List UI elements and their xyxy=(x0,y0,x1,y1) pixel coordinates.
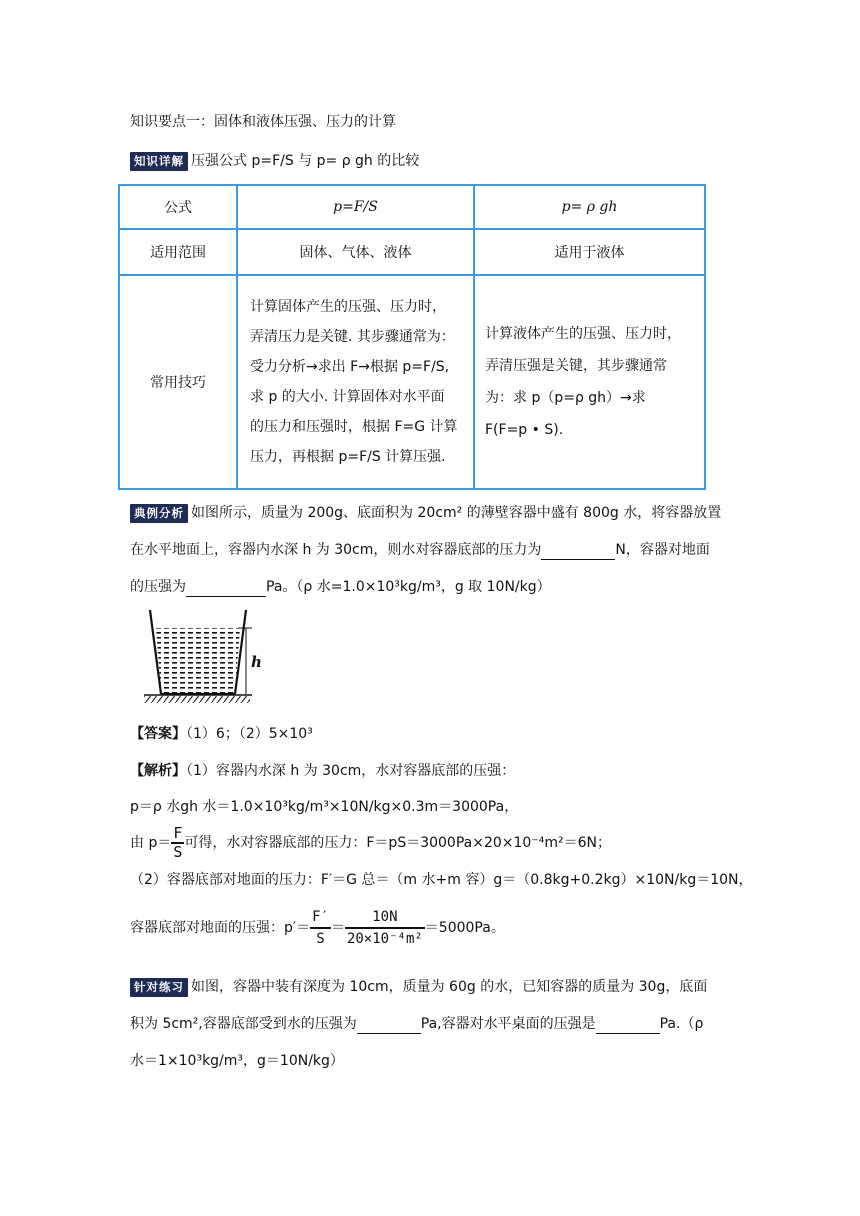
example-line-3 xyxy=(130,577,551,597)
practice-l2c: Pa.（ρ xyxy=(659,1016,704,1032)
cell-line: 为：求 p（p=ρ gh）→求 xyxy=(485,390,646,406)
practice-l2a: 积为 5cm²,容器底部受到水的压强为 xyxy=(130,1016,357,1032)
cell-line: 的压力和压强时，根据 F=G 计算 xyxy=(250,419,458,435)
table-cell: 适用于液体 xyxy=(474,229,705,275)
practice-l2b: Pa,容器对水平桌面的压强是 xyxy=(420,1016,596,1032)
table-row xyxy=(119,275,705,489)
frac-num: 10N xyxy=(372,909,398,925)
example-line-1 xyxy=(130,503,721,523)
cell-line: 计算液体产生的压强、压力时， xyxy=(485,326,681,342)
practice-tag: 针对练习 xyxy=(130,978,188,997)
fraction-value xyxy=(345,907,425,949)
frac-num: F′ xyxy=(312,909,329,925)
answer-blank xyxy=(357,1019,421,1034)
analysis-l1: （1）容器内水深 h 为 30cm，水对容器底部的压强： xyxy=(186,763,516,779)
analysis-row-3 xyxy=(130,823,611,863)
cell-line: 弄清压强是关键，其步骤通常 xyxy=(485,358,667,374)
analysis-row-1 xyxy=(130,761,515,781)
table-cell xyxy=(237,275,474,489)
answer-blank xyxy=(541,545,615,560)
fraction-f-over-s xyxy=(171,825,184,861)
analysis-row-5: 容器底部对地面的压强：p′＝ $\frac{F'}{S}$ ＝ $\frac{10N}{\text{20×10⁻⁴m²}}$ ＝5000Pa。 xyxy=(130,909,505,947)
example-tag: 典例分析 xyxy=(130,504,188,523)
practice-line-1 xyxy=(130,977,707,997)
knowledge-heading-row xyxy=(130,151,419,171)
section-title: 知识要点一：固体和液体压强、压力的计算 xyxy=(130,114,396,130)
example-q3b: Pa。（ρ 水=1.0×10³kg/m³，g 取 10N/kg） xyxy=(266,579,551,595)
knowledge-tag: 知识详解 xyxy=(130,152,188,171)
frac-den: 20×10⁻⁴m² xyxy=(345,927,425,949)
answer-blank xyxy=(596,1019,660,1034)
answer-row xyxy=(130,724,313,744)
answer-blank xyxy=(186,582,266,597)
table-cell: 常用技巧 xyxy=(119,275,237,489)
knowledge-heading: 压强公式 p=F/S 与 p= ρ gh 的比较 xyxy=(191,153,420,169)
table-cell: 固体、气体、液体 xyxy=(237,229,474,275)
table-cell: p= ρ gh xyxy=(474,185,705,229)
example-line-2 xyxy=(130,540,710,560)
example-q1: 如图所示，质量为 200g、底面积为 20cm² 的薄壁容器中盛有 800g 水，将容器放置 xyxy=(191,505,722,521)
table-cell xyxy=(474,275,705,489)
analysis-l4: （2）容器底部对地面的压力：F′＝G 总＝（m 水+m 容）g＝（0.8kg+0.2kg）×10N/kg＝10N， xyxy=(130,872,753,888)
analysis-label: 【解析】 xyxy=(130,763,186,779)
figure-label-h: h xyxy=(251,653,262,671)
fraction-f-prime-over-s xyxy=(310,907,331,949)
analysis-l3b: 可得，水对容器底部的压力：F＝pS＝3000Pa×20×10⁻⁴m²＝6N； xyxy=(184,835,611,851)
example-q2a: 在水平地面上，容器内水深 h 为 30cm，则水对容器底部的压力为 xyxy=(130,542,542,558)
frac-den: S xyxy=(310,927,331,949)
practice-l1: 如图，容器中装有深度为 10cm，质量为 60g 的水，已知容器的质量为 30g，底面 xyxy=(191,979,708,995)
cell-line: 计算固体产生的压强、压力时， xyxy=(250,299,446,315)
container-figure xyxy=(140,606,270,706)
analysis-l3a: 由 p＝ xyxy=(130,835,172,851)
analysis-l2: p＝ρ 水gh 水＝1.0×10³kg/m³×10N/kg×0.3m＝3000Pa， xyxy=(130,799,519,815)
table-cell: 公式 xyxy=(119,185,237,229)
practice-l3: 水＝1×10³kg/m³，g＝10N/kg） xyxy=(130,1053,344,1069)
table-row xyxy=(119,185,705,229)
answer-label: 【答案】 xyxy=(130,726,186,742)
cell-line: 求 p 的大小. 计算固体对水平面 xyxy=(250,389,445,405)
cell-line: F(F=p • S). xyxy=(485,422,564,438)
analysis-l5b: ＝5000Pa。 xyxy=(424,920,505,936)
table-cell: p=F/S xyxy=(237,185,474,229)
cell-line: 弄清压力是关键. 其步骤通常为： xyxy=(250,329,455,345)
answer-text: （1）6；（2）5×10³ xyxy=(186,726,313,742)
cell-line: 受力分析→求出 F→根据 p=F/S, xyxy=(250,359,450,375)
analysis-l5a: 容器底部对地面的压强：p′＝ xyxy=(130,920,311,936)
frac-den: S xyxy=(173,843,183,861)
example-q3a: 的压强为 xyxy=(130,579,186,595)
frac-num: F xyxy=(173,824,183,842)
table-row xyxy=(119,229,705,275)
cell-line: 压力，再根据 p=F/S 计算压强. xyxy=(250,449,446,465)
table-cell: 适用范围 xyxy=(119,229,237,275)
comparison-table xyxy=(118,184,706,490)
example-q2b: N，容器对地面 xyxy=(615,542,710,558)
practice-line-2 xyxy=(130,1014,703,1034)
